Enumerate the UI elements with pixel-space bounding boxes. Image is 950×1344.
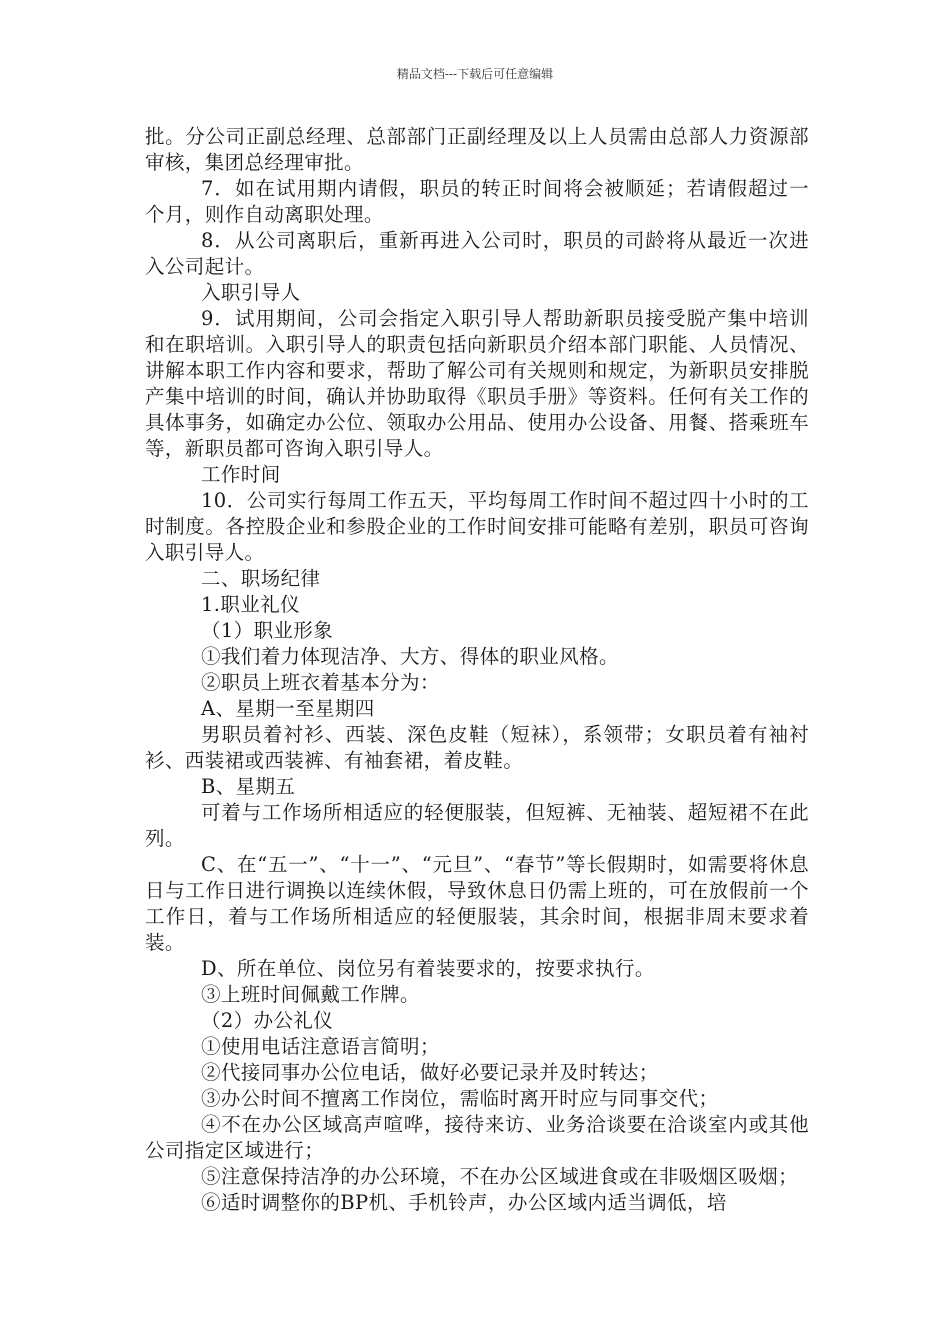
paragraph: ②代接同事办公位电话，做好必要记录并及时转达； <box>201 1061 659 1084</box>
paragraph: 可着与工作场所相适应的轻便服装，但短裤、无袖装、超短裙不在此列。 <box>145 801 809 850</box>
paragraph: 7．如在试用期内请假，职员的转正时间将会被顺延；若请假超过一个月，则作自动离职处理。 <box>145 177 809 226</box>
paragraph: 批。分公司正副总经理、总部部门正副经理及以上人员需由总部人力资源部审核，集团总经理审批。 <box>145 125 809 174</box>
paragraph: A、星期一至星期四 <box>201 697 375 720</box>
paragraph: ③办公时间不擅离工作岗位，需临时离开时应与同事交代； <box>201 1087 719 1110</box>
paragraph: ⑤注意保持洁净的办公环境，不在办公区域进食或在非吸烟区吸烟； <box>201 1165 799 1188</box>
paragraph: 1.职业礼仪 <box>201 593 301 616</box>
paragraph: 二、职场纪律 <box>201 567 321 590</box>
paragraph: 男职员着衬衫、西装、深色皮鞋（短袜），系领带；女职员着有袖衬衫、西装裙或西装裤、有袖套裙，着皮鞋。 <box>145 723 809 772</box>
paragraph: B、星期五 <box>201 775 296 798</box>
paragraph: （1）职业形象 <box>201 619 334 642</box>
paragraph: ①使用电话注意语言简明； <box>201 1035 440 1058</box>
paragraph: ①我们着力体现洁净、大方、得体的职业风格。 <box>201 645 619 668</box>
paragraph: （2）办公礼仪 <box>201 1009 334 1032</box>
paragraph: ⑥适时调整你的BP机、手机铃声，办公区域内适当调低，培 <box>201 1191 727 1214</box>
paragraph: 工作时间 <box>201 463 281 486</box>
paragraph: 8．从公司离职后，重新再进入公司时，职员的司龄将从最近一次进入公司起计。 <box>145 229 809 278</box>
paragraph: D、所在单位、岗位另有着装要求的，按要求执行。 <box>201 957 655 980</box>
document-body <box>145 124 809 1216</box>
paragraph: C、在“五一”、“十一”、“元旦”、“春节”等长假期时，如需要将休息日与工作日进行调换以连续休假，导致休息日仍需上班的，可在放假前一个工作日，着与工作场所相适应的轻便服装，其余时间，根据非周末要求着装。 <box>145 853 809 954</box>
paragraph: ③上班时间佩戴工作牌。 <box>201 983 420 1006</box>
paragraph: 10．公司实行每周工作五天，平均每周工作时间不超过四十小时的工时制度。各控股企业和参股企业的工作时间安排可能略有差别，职员可咨询入职引导人。 <box>145 489 809 564</box>
paragraph: ②职员上班衣着基本分为： <box>201 671 440 694</box>
paragraph: 入职引导人 <box>201 281 301 304</box>
paragraph: 9．试用期间，公司会指定入职引导人帮助新职员接受脱产集中培训和在职培训。入职引导人的职责包括向新职员介绍本部门职能、人员情况、讲解本职工作内容和要求，帮助了解公司有关规则和规定，为新职员安排脱产集中培训的时间，确认并协助取得《职员手册》等资料。任何有关工作的具体事务，如确定办公位、领取办公用品、使用办公设备、用餐、搭乘班车等，新职员都可咨询入职引导人。 <box>145 307 809 460</box>
page-header: 精品文档---下载后可任意编辑 <box>396 67 554 81</box>
paragraph: ④不在办公区域高声喧哗，接待来访、业务洽谈要在洽谈室内或其他公司指定区域进行； <box>145 1113 809 1162</box>
